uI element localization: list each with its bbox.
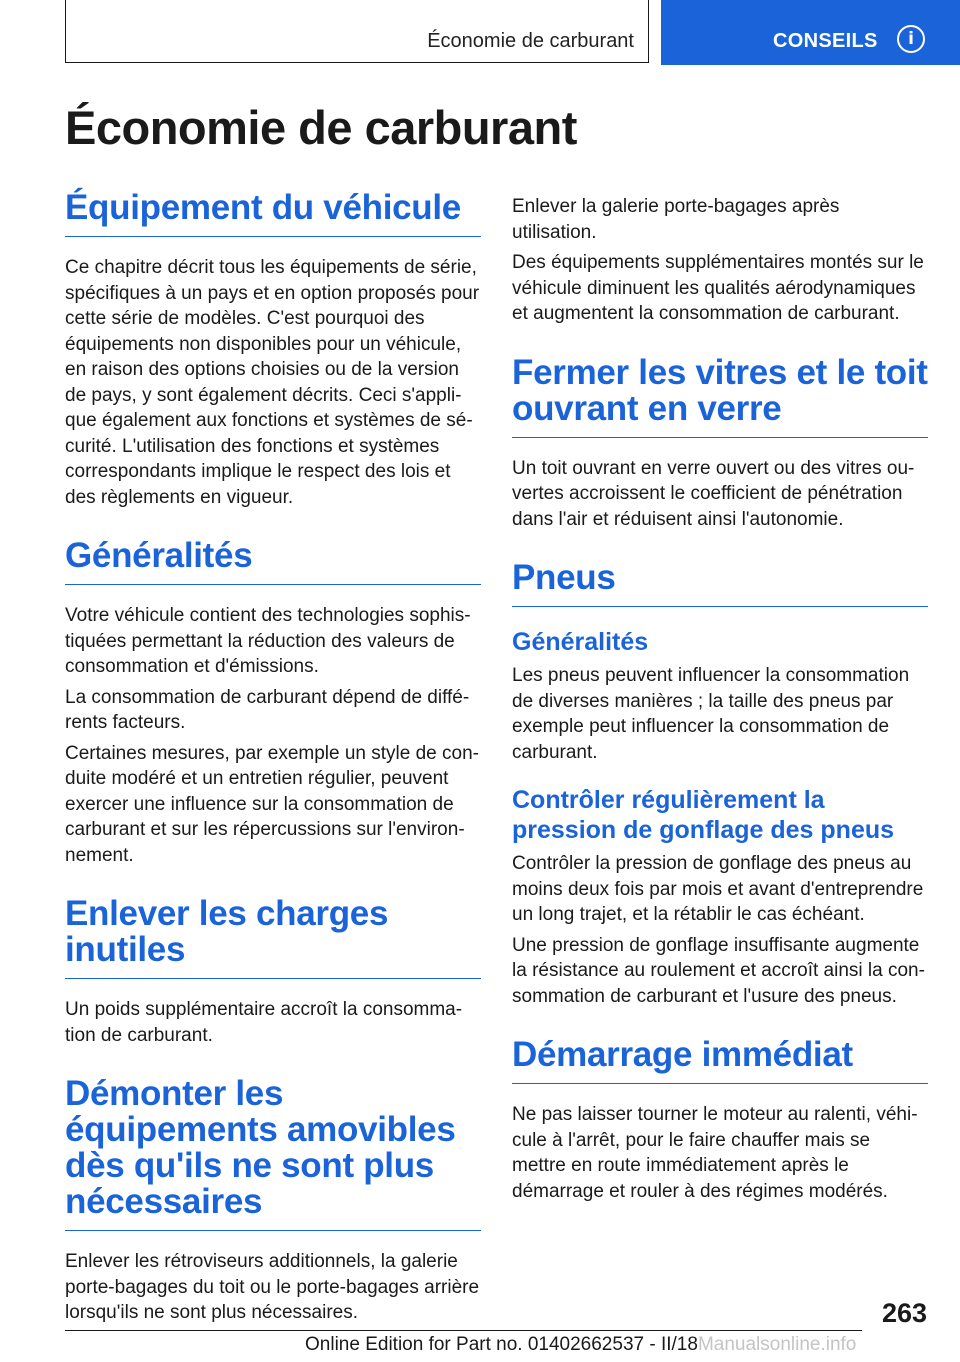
header-tab-label: CONSEILS	[773, 30, 878, 52]
section-heading-vitres: Fermer les vitres et le toit ouvrant en verre	[512, 355, 928, 438]
page-number: 263	[881, 1298, 927, 1328]
section-heading-charges: Enlever les charges inutiles	[65, 896, 481, 979]
header-section-title: Économie de carburant	[427, 30, 634, 52]
right-column	[512, 194, 928, 1204]
footer-edition: Online Edition for Part no. 01402662537 - II/18	[305, 1334, 698, 1355]
paragraph: Enlever les rétroviseurs additionnels, la galerie porte-bagages du toit ou le porte-bagages arrière lorsqu'ils ne sont plus nécessaires.	[65, 1251, 480, 1323]
section-heading-generalites: Généralités	[65, 538, 481, 585]
paragraph: Certaines mesures, par exemple un style de conduite modéré et un entretien régulier, peuvent exercer une influence sur la consommation de carburant et sur les répercussions sur l'environnement.	[65, 742, 479, 866]
page-title: Économie de carburant	[65, 101, 577, 154]
info-icon[interactable]: i	[897, 25, 925, 53]
paragraph: Un poids supplémentaire accroît la consommation de carburant.	[65, 999, 463, 1046]
paragraph: Une pression de gonflage insuffisante augmente la résistance au roulement et accroît ainsi la consommation de carburant et l'usure des pneus.	[512, 934, 925, 1007]
footer	[305, 1334, 856, 1356]
paragraph: Ne pas laisser tourner le moteur au ralenti, véhicule à l'arrêt, pour le faire chauffer mais se mettre en route immédiatement après le démarrage et rouler à des régimes modérés.	[512, 1104, 918, 1202]
section-heading-demarrage: Démarrage immédiat	[512, 1037, 928, 1084]
subsection-heading-pression: Contrôler régulièrement la pression de gonflage des pneus	[512, 786, 895, 844]
header-section-box	[65, 0, 649, 63]
paragraph: La consommation de carburant dépend de différents facteurs.	[65, 686, 470, 733]
section-heading-demonter: Démonter les équipements amovibles dès qu'ils ne sont plus nécessaires	[65, 1076, 481, 1231]
paragraph: Un toit ouvrant en verre ouvert ou des vitres ouvertes accroissent le coefficient de pénétration dans l'air et réduisent ainsi l'autonomie.	[512, 457, 915, 530]
paragraph: Ce chapitre décrit tous les équipements de série, spécifiques à un pays et en option proposés pour cette série de modèles. C'est pourquoi des équipements non disponibles pour un véhicule, en raison des options choisies ou de la version de pays, y sont également décrits. Ceci s'applique également aux fonctions et systèmes de sécurité. L'utilisation des fonctions et systèmes correspondants implique le respect des lois et des règlements en vigueur.	[65, 257, 480, 508]
section-heading-pneus: Pneus	[512, 560, 928, 607]
paragraph: Les pneus peuvent influencer la consommation de diverses manières ; la taille des pneus par exemple peut influencer la consommation de carburant.	[512, 665, 910, 763]
paragraph: Des équipements supplémentaires montés sur le véhicule diminuent les qualités aérodynamiques et augmentent la consommation de carburant.	[512, 252, 924, 324]
subsection-heading-generalites: Généralités	[512, 628, 649, 656]
header-tab-conseils[interactable]	[661, 0, 960, 65]
paragraph: Enlever la galerie porte-bagages après utilisation.	[512, 196, 840, 243]
paragraph: Contrôler la pression de gonflage des pneus au moins deux fois par mois et avant d'entreprendre un long trajet, et la rétablir le cas échéant.	[512, 853, 924, 925]
left-column	[65, 190, 481, 1326]
footer-watermark: Manualsonline.info	[697, 1334, 857, 1355]
section-heading-equipement: Équipement du véhicule	[65, 190, 481, 237]
paragraph: Votre véhicule contient des technologies sophistiquées permettant la réduction des valeurs de consommation et d'émissions.	[65, 605, 471, 677]
footer-divider	[65, 1330, 862, 1331]
